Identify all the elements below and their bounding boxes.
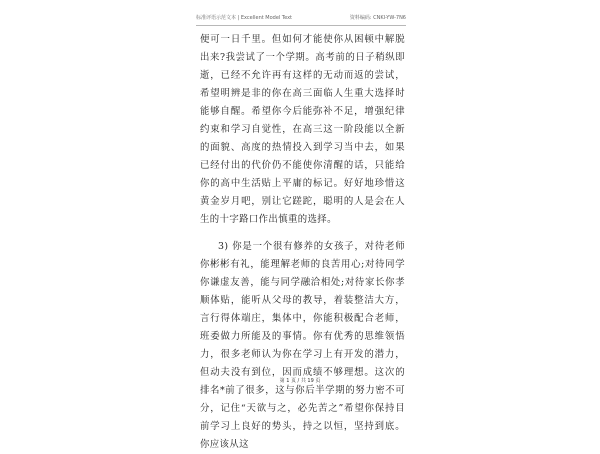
page-footer — [0, 377, 600, 384]
page-header — [196, 14, 406, 24]
page-number: 第 1 页 / 共 19 页 — [279, 378, 321, 384]
header-document-code: 资料编码: CNKI-YW-7N6 — [349, 15, 406, 21]
paragraph-comment-3: 3) 你是一个很有修养的女孩子，对待老师你彬彬有礼，能理解老师的良苦用心;对待同学你谦虚友善，能与同学融洽相处;对待家长你孝顺体贴，能听从父母的教导，着装整洁大方，言行得体端庄，集体中，你能积极配合老师，班委做力所能及的事情。你有优秀的思维领悟力，很多老师认为你在学习上有开发的潜力，但动夫没有到位，因而成绩不够理想。这次的排名*前了很多，这与你后半学期的努力密不可分，记住“天欲与之，必先苦之”希望你保持目前学习上良好的势头，持之以恒，坚持到底。你应该从这 — [200, 241, 405, 450]
header-title: 标准评语示范文本 | Excellent Model Text — [196, 15, 293, 21]
paragraph-continuation: 便可一日千里。但如何才能使你从困顿中解脱出来?我尝试了一个学期。高考前的日子稍纵即逝，已经不允许再有这样的无动而返的尝试，希望明辨是非的你在高三面临人生重大选择时能够自醒。希望你今后能弥补不足，增强纪律约束和学习自觉性，在高三这一阶段能以全新的面貌、高度的热情投入到学习当中去，如果已经付出的代价仍不能使你清醒的话，只能给你的高中生活贴上平庸的标记。好好地珍惜这黄金岁月吧，别让它蹉跎，聪明的人是会在人生的十字路口作出慎重的选择。 — [200, 34, 405, 225]
paragraph-spacer — [200, 229, 405, 238]
document-body — [200, 31, 405, 454]
header-divider — [196, 25, 406, 26]
